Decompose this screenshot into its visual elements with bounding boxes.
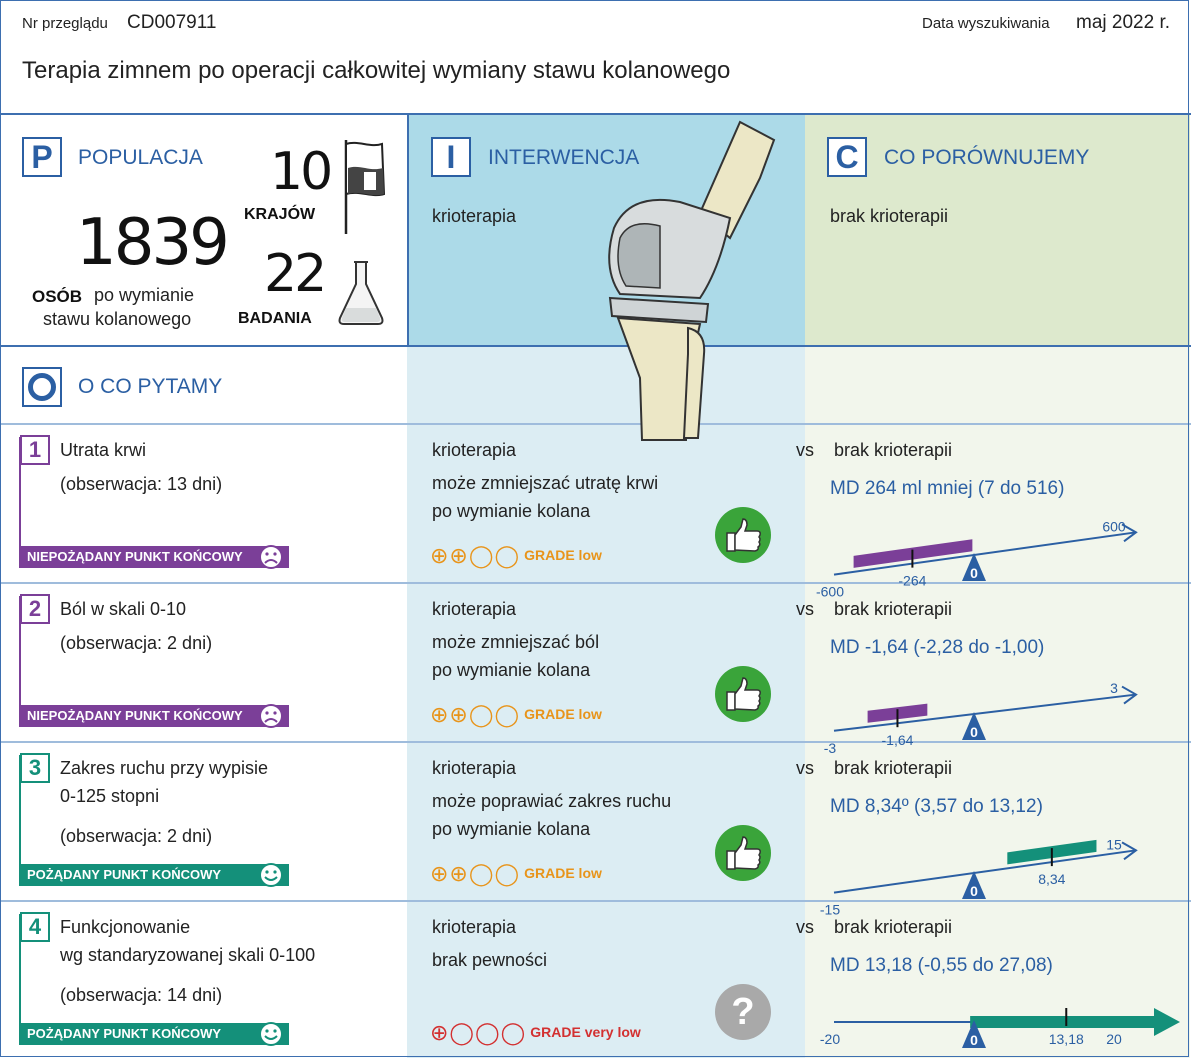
scale-max-label: 3 (1110, 680, 1118, 697)
intervention-label: INTERWENCJA (488, 146, 640, 169)
endpoint-label (19, 1023, 289, 1045)
vs-label: vs (796, 758, 814, 778)
mean-difference: MD 13,18 (-0,55 do 27,08) (830, 955, 1053, 976)
outcome-title: Utrata krwi (60, 440, 147, 460)
scale-estimate-label: -264 (898, 572, 927, 589)
outcome-detail: wg standaryzowanej skali 0-100 (60, 945, 316, 965)
grade-symbols: ⊕◯◯◯ (430, 1020, 527, 1045)
grade-rating (430, 702, 602, 728)
outcome-effect: może zmniejszać ból (432, 632, 600, 652)
studies-label: BADANIA (238, 310, 312, 327)
grade-text: GRADE low (524, 865, 602, 881)
thumbs-up-icon (715, 507, 771, 563)
grade-text: GRADE very low (530, 1024, 641, 1040)
effect-scale (810, 980, 1190, 1060)
countries-label: KRAJÓW (244, 206, 316, 223)
outcome-intervention: krioterapia (432, 917, 517, 937)
grade-rating (430, 861, 602, 887)
outcome-title: Ból w skali 0-10 (60, 599, 187, 619)
search-date: maj 2022 r. (1076, 12, 1170, 33)
sad-face-icon (258, 544, 284, 570)
thumbs-up-icon (715, 666, 771, 722)
effect-scale (810, 503, 1190, 600)
outcome-number: 2 (20, 594, 50, 624)
population-label: POPULACJA (78, 146, 203, 169)
review-label: Nr przeglądu (22, 15, 108, 32)
people-text-1: po wymianie (94, 285, 195, 305)
people-caps: OSÓB (32, 287, 83, 306)
grade-text: GRADE low (524, 547, 602, 563)
vs-label: vs (796, 440, 814, 460)
mean-difference: MD 8,34º (3,57 do 13,12) (830, 796, 1043, 817)
review-id: CD007911 (127, 12, 217, 33)
outcome-effect: po wymianie kolana (432, 819, 591, 839)
question-mark-icon: ? (715, 984, 771, 1040)
grade-text: GRADE low (524, 706, 602, 722)
scale-min-label: -3 (823, 739, 837, 756)
zero-label: 0 (970, 1032, 978, 1048)
outcome-detail: (obserwacja: 2 dni) (60, 633, 213, 653)
endpoint-text: POŻĄDANY PUNKT KOŃCOWY (27, 1026, 222, 1041)
scale-max-label: 600 (1102, 518, 1126, 535)
flask-icon (336, 258, 386, 328)
smile-face-icon (258, 862, 284, 888)
zero-label: 0 (970, 565, 978, 581)
effect-scale (810, 662, 1190, 756)
mean-difference: MD -1,64 (-2,28 do -1,00) (830, 637, 1045, 658)
intervention-letter: I (431, 137, 471, 177)
outcome-detail: (obserwacja: 13 dni) (60, 474, 223, 494)
people-count: 1839 (76, 206, 227, 280)
outcome-comparison: brak krioterapii (834, 758, 953, 778)
vs-label: vs (796, 917, 814, 937)
outcome-detail: (obserwacja: 2 dni) (60, 826, 213, 846)
grade-rating (430, 1020, 641, 1046)
outcome-effect: może poprawiać zakres ruchu (432, 791, 672, 811)
grade-symbols: ⊕⊕◯◯ (430, 543, 521, 568)
outcome-number: 4 (20, 912, 50, 942)
thumbs-up-icon (715, 825, 771, 881)
scale-max-label: 15 (1106, 836, 1122, 853)
scale-axis (834, 850, 1136, 892)
scale-estimate-label: 8,34 (1038, 871, 1066, 888)
studies-count: 22 (264, 244, 325, 304)
outcome-effect: może zmniejszać utratę krwi (432, 473, 659, 493)
zero-label: 0 (970, 883, 978, 899)
outcome-title: Zakres ruchu przy wypisie (60, 758, 269, 778)
search-label: Data wyszukiwania (922, 15, 1050, 32)
outcome-title: Funkcjonowanie (60, 917, 191, 937)
outcome-comparison: brak krioterapii (834, 599, 953, 619)
knee-illustration (590, 118, 790, 458)
grade-symbols: ⊕⊕◯◯ (430, 702, 521, 727)
sad-face-icon (258, 703, 284, 729)
endpoint-text: POŻĄDANY PUNKT KOŃCOWY (27, 867, 222, 882)
outcome-detail: 0-125 stopni (60, 786, 160, 806)
outcome-effect: po wymianie kolana (432, 501, 591, 521)
intervention-value: krioterapia (432, 206, 517, 226)
page-title: Terapia zimnem po operacji całkowitej wymiany stawu kolanowego (22, 57, 731, 84)
grade-symbols: ⊕⊕◯◯ (430, 861, 521, 886)
outcome-effect: brak pewności (432, 950, 548, 970)
outcome-comparison: brak krioterapii (834, 440, 953, 460)
endpoint-label (19, 864, 289, 886)
zero-label: 0 (970, 724, 978, 740)
outcome-number: 3 (20, 753, 50, 783)
comparison-value: brak krioterapii (830, 206, 949, 226)
scale-max-label: 20 (1106, 1031, 1122, 1047)
people-text-2: stawu kolanowego (43, 309, 192, 329)
outcome-intervention: krioterapia (432, 758, 517, 778)
smile-face-icon (258, 1021, 284, 1047)
outcome-comparison: brak krioterapii (834, 917, 953, 937)
endpoint-text: NIEPOŻĄDANY PUNKT KOŃCOWY (27, 549, 243, 564)
outcome-intervention: krioterapia (432, 599, 517, 619)
scale-min-label: -600 (815, 583, 845, 600)
outcome-number: 1 (20, 435, 50, 465)
scale-min-label: -20 (819, 1031, 841, 1047)
comparison-label: CO PORÓWNUJEMY (884, 146, 1090, 169)
endpoint-text: NIEPOŻĄDANY PUNKT KOŃCOWY (27, 708, 243, 723)
endpoint-label (19, 705, 289, 727)
countries-count: 10 (270, 142, 331, 202)
vs-label: vs (796, 599, 814, 619)
grade-rating (430, 543, 602, 569)
outcomes-label: O CO PYTAMY (78, 375, 223, 398)
mean-difference: MD 264 ml mniej (7 do 516) (830, 478, 1065, 499)
outcome-intervention: krioterapia (432, 440, 517, 460)
endpoint-label (19, 546, 289, 568)
population-letter: P (22, 137, 62, 177)
comparison-letter: C (827, 137, 867, 177)
effect-scale (810, 821, 1190, 918)
scale-min-label: -15 (819, 901, 841, 918)
outcomes-letter (22, 367, 62, 407)
scale-estimate-label: 13,18 (1048, 1031, 1084, 1047)
outcome-detail: (obserwacja: 14 dni) (60, 985, 223, 1005)
flag-icon (340, 138, 390, 238)
scale-estimate-label: -1,64 (881, 732, 914, 749)
outcome-effect: po wymianie kolana (432, 660, 591, 680)
